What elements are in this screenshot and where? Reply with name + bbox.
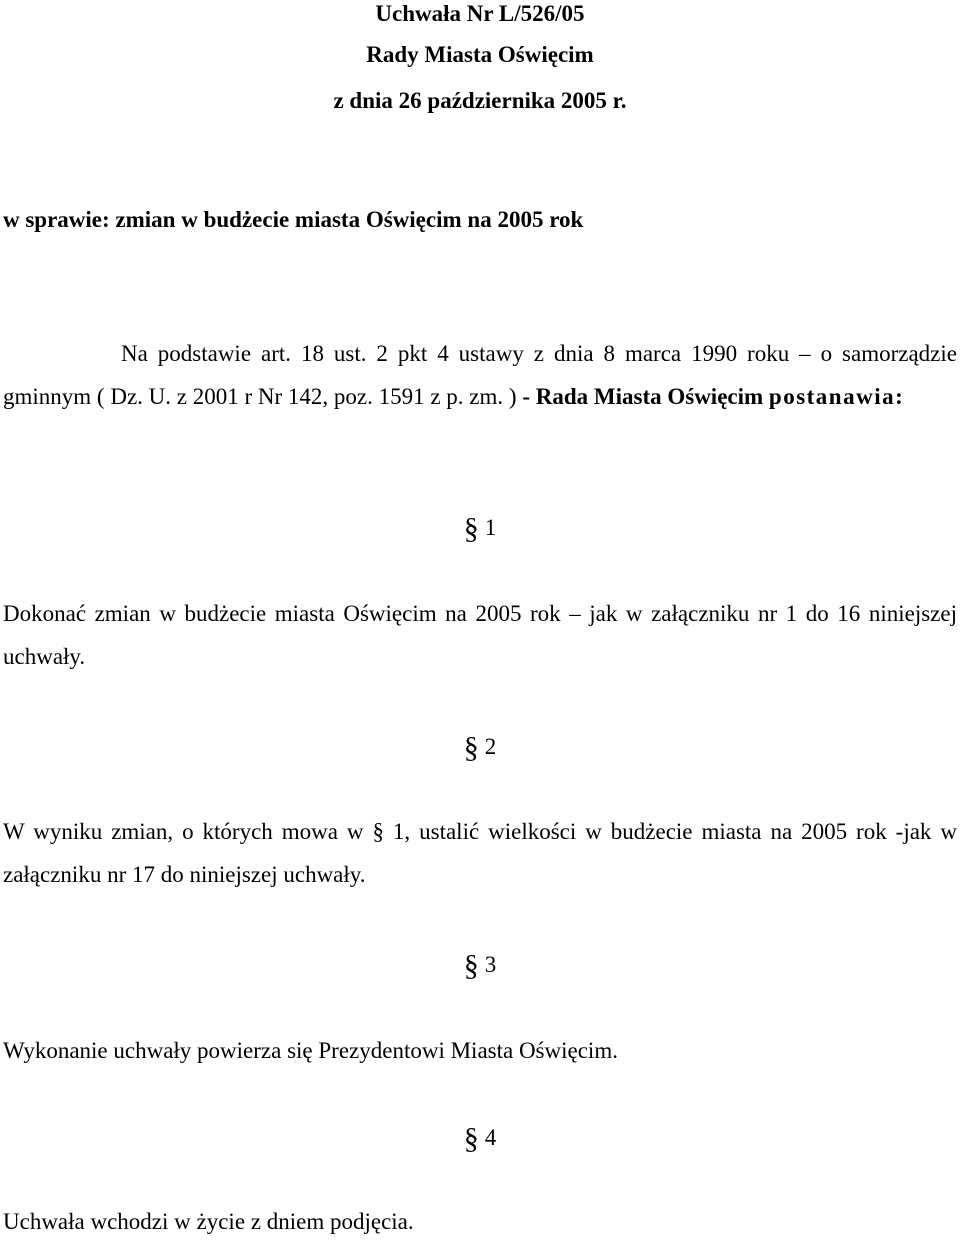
issuing-council: Rady Miasta Oświęcim [366, 42, 594, 67]
section-number: 2 [484, 734, 497, 759]
legal-basis-text: Na podstawie art. 18 ust. 2 pkt 4 ustawy z dnia 8 marca 1990 roku – o samorządzie gminnym ( Dz. U. z 2001 r Nr 142, poz. 1591 z p. zm. ) [3, 341, 957, 409]
section-text-4: Uchwała wchodzi w życie z dniem podjęcia. [3, 1209, 414, 1234]
section-heading-1 [0, 514, 960, 543]
section-heading-4 [0, 1124, 960, 1153]
section-number: 1 [484, 515, 497, 540]
section-number: 4 [484, 1125, 497, 1150]
resolution-number: Uchwała Nr L/526/05 [375, 1, 585, 26]
decree-word: postanawia: [768, 384, 905, 409]
section-text-2: W wyniku zmian, o których mowa w § 1, ustalić wielkości w budżecie miasta na 2005 rok -jak w załączniku nr 17 do niniejszej uchwały. [3, 819, 957, 887]
section-text-1: Dokonać zmian w budżecie miasta Oświęcim na 2005 rok – jak w załączniku nr 1 do 16 niniejszej uchwały. [3, 601, 957, 669]
section-text-3: Wykonanie uchwały powierza się Prezydentowi Miasta Oświęcim. [3, 1038, 618, 1063]
section-number: 3 [484, 952, 497, 977]
section-heading-3 [0, 951, 960, 980]
section-heading-2 [0, 733, 960, 762]
resolution-date: z dnia 26 października 2005 r. [333, 88, 627, 113]
section-symbol: § [463, 731, 479, 764]
resolution-subject: w sprawie: zmian w budżecie miasta Oświęcim na 2005 rok [3, 207, 584, 232]
section-symbol: § [463, 949, 479, 982]
council-name: - Rada Miasta Oświęcim [522, 384, 764, 409]
preamble-paragraph [3, 332, 957, 418]
section-symbol: § [463, 1122, 479, 1155]
section-symbol: § [463, 512, 479, 545]
